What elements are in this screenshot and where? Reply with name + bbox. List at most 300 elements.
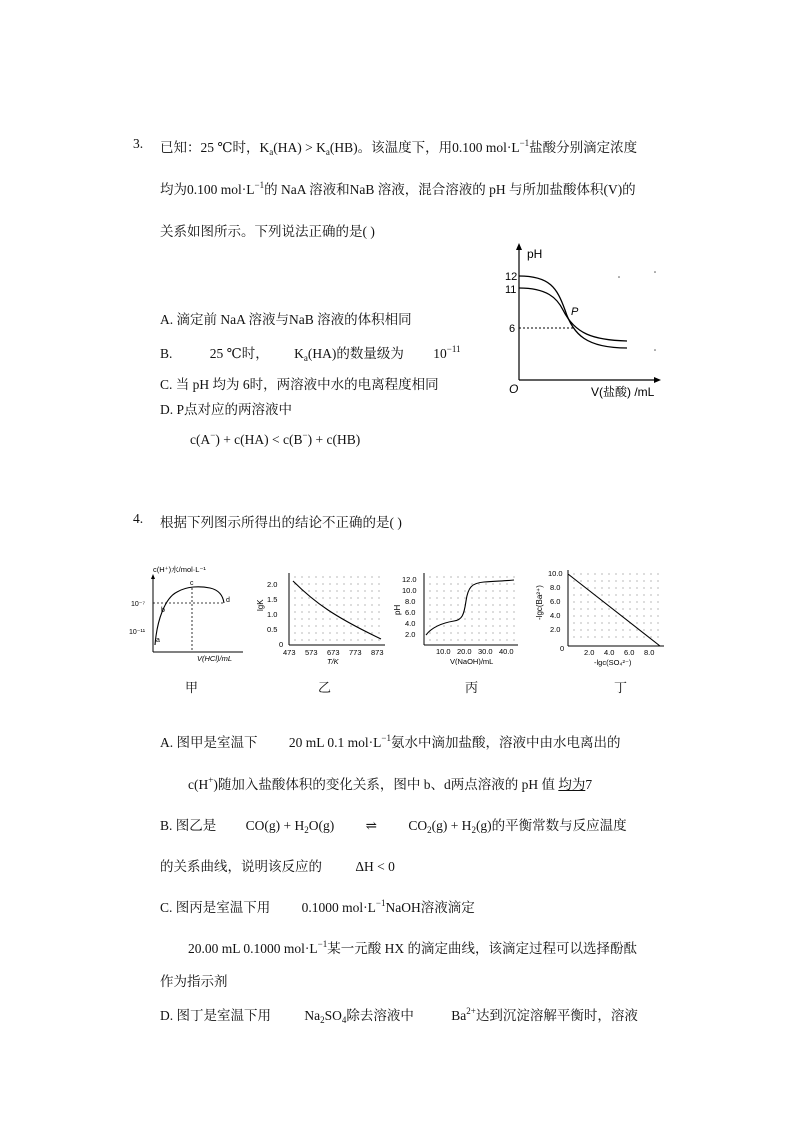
grid-dot	[429, 604, 430, 605]
grid-dot	[587, 608, 588, 609]
grid-dot	[587, 615, 588, 616]
grid-dot	[478, 625, 479, 626]
grid-dot	[294, 618, 295, 619]
grid-dot	[594, 622, 595, 623]
grid-dot	[429, 625, 430, 626]
grid-dot	[308, 590, 309, 591]
grid-dot	[322, 625, 323, 626]
grid-dot	[513, 597, 514, 598]
grid-dot	[622, 601, 623, 602]
grid-dot	[594, 636, 595, 637]
grid-dot	[350, 618, 351, 619]
grid-dot	[357, 632, 358, 633]
grid-dot	[308, 597, 309, 598]
grid-dot	[308, 639, 309, 640]
grid-dot	[608, 615, 609, 616]
grid-dot	[457, 583, 458, 584]
grid-dot	[492, 611, 493, 612]
grid-dot	[587, 594, 588, 595]
grid-dot	[492, 583, 493, 584]
grid-dot	[629, 629, 630, 630]
grid-dot	[429, 611, 430, 612]
grid-dot	[657, 573, 658, 574]
grid-dot	[594, 587, 595, 588]
grid-dot	[573, 580, 574, 581]
grid-dot	[378, 590, 379, 591]
grid-dot	[573, 608, 574, 609]
grid-dot	[506, 632, 507, 633]
grid-dot	[308, 583, 309, 584]
grid-dot	[464, 611, 465, 612]
grid-dot	[429, 618, 430, 619]
q3-ph-graph	[495, 240, 665, 405]
grid-dot	[450, 597, 451, 598]
fig-yi	[255, 565, 390, 665]
grid-dot	[443, 632, 444, 633]
grid-dot	[357, 590, 358, 591]
grid-dot	[506, 625, 507, 626]
grid-dot	[336, 618, 337, 619]
fig-jia	[125, 560, 255, 665]
fig-bing	[392, 565, 527, 665]
grid-dot	[315, 625, 316, 626]
grid-dot	[371, 590, 372, 591]
grid-dot	[443, 625, 444, 626]
grid-dot	[580, 573, 581, 574]
grid-dot	[608, 622, 609, 623]
svg-text:0: 0	[279, 640, 284, 649]
grid-dot	[308, 576, 309, 577]
grid-dot	[643, 594, 644, 595]
fig-jia-caption: 甲	[185, 680, 199, 695]
grid-dot	[657, 615, 658, 616]
svg-text:d: d	[226, 597, 230, 604]
grid-dot	[350, 590, 351, 591]
grid-dot	[506, 583, 507, 584]
grid-dot	[301, 632, 302, 633]
grid-dot	[357, 597, 358, 598]
grid-dot	[450, 618, 451, 619]
y-axis-arrow	[516, 243, 522, 250]
grid-dot	[657, 629, 658, 630]
grid-dot	[499, 576, 500, 577]
grid-dot	[594, 615, 595, 616]
grid-dot	[580, 636, 581, 637]
q3-option-a: A. 滴定前 NaA 溶液与NaB 溶液的体积相同	[160, 312, 412, 327]
grid-dot	[322, 604, 323, 605]
svg-text:0.5: 0.5	[267, 625, 278, 634]
grid-dot	[315, 632, 316, 633]
svg-text:0: 0	[560, 644, 565, 653]
grid-dot	[371, 639, 372, 640]
grid-dot	[478, 618, 479, 619]
grid-dot	[464, 597, 465, 598]
grid-dot	[294, 639, 295, 640]
q3-line3: 关系如图所示。下列说法正确的是( )	[160, 224, 375, 239]
grid-dot	[506, 604, 507, 605]
svg-text:6.0: 6.0	[550, 597, 561, 606]
q4-stem: 根据下列图示所得出的结论不正确的是( )	[160, 515, 402, 530]
grid-dot	[294, 611, 295, 612]
grid-dot	[499, 618, 500, 619]
grid-dot	[471, 583, 472, 584]
svg-text:10.0: 10.0	[436, 647, 451, 656]
grid-dot	[580, 608, 581, 609]
grid-dot	[343, 576, 344, 577]
grid-dot	[371, 597, 372, 598]
grid-dot	[450, 604, 451, 605]
grid-dot	[485, 611, 486, 612]
grid-dot	[371, 632, 372, 633]
svg-text:2.0: 2.0	[584, 648, 595, 657]
grid-dot	[301, 597, 302, 598]
grid-dot	[357, 625, 358, 626]
grid-dot	[329, 597, 330, 598]
fig-yi-curve	[293, 581, 381, 639]
grid-dots	[573, 573, 658, 637]
grid-dot	[492, 618, 493, 619]
grid-dot	[371, 583, 372, 584]
grid-dot	[601, 629, 602, 630]
grid-dot	[443, 639, 444, 640]
grid-dot	[513, 632, 514, 633]
grid-dot	[629, 636, 630, 637]
grid-dot	[464, 632, 465, 633]
grid-dot	[436, 597, 437, 598]
svg-text:4.0: 4.0	[604, 648, 615, 657]
speck	[654, 271, 656, 273]
grid-dot	[378, 604, 379, 605]
grid-dot	[436, 618, 437, 619]
grid-dot	[506, 639, 507, 640]
grid-dot	[615, 615, 616, 616]
grid-dot	[587, 587, 588, 588]
q3-option-b: B. 25 ℃时， $K_a(HA)$的数量级为 $10^{-11}$	[160, 344, 461, 363]
svg-text:10.0: 10.0	[548, 569, 563, 578]
tick-12: 12	[505, 271, 518, 283]
grid-dot	[629, 573, 630, 574]
grid-dot	[478, 611, 479, 612]
grid-dot	[513, 618, 514, 619]
grid-dot	[492, 639, 493, 640]
grid-dot	[336, 583, 337, 584]
svg-text:4.0: 4.0	[550, 611, 561, 620]
grid-dot	[657, 587, 658, 588]
grid-dot	[301, 604, 302, 605]
grid-dot	[315, 618, 316, 619]
grid-dot	[580, 622, 581, 623]
svg-text:473: 473	[283, 648, 296, 657]
fig-yi-caption: 乙	[318, 680, 332, 695]
grid-dot	[485, 590, 486, 591]
svg-text:8.0: 8.0	[550, 583, 561, 592]
grid-dot	[636, 615, 637, 616]
grid-dot	[308, 618, 309, 619]
grid-dot	[322, 611, 323, 612]
svg-text:c: c	[190, 580, 194, 587]
grid-dot	[371, 618, 372, 619]
grid-dot	[478, 604, 479, 605]
grid-dot	[615, 573, 616, 574]
q3-number: 3.	[133, 136, 144, 151]
grid-dot	[294, 590, 295, 591]
grid-dot	[329, 618, 330, 619]
grid-dot	[601, 580, 602, 581]
grid-dot	[615, 629, 616, 630]
grid-dot	[364, 618, 365, 619]
grid-dot	[450, 639, 451, 640]
grid-dot	[429, 590, 430, 591]
grid-dot	[643, 580, 644, 581]
svg-text:6.0: 6.0	[405, 608, 416, 617]
grid-dot	[615, 587, 616, 588]
grid-dot	[322, 632, 323, 633]
grid-dot	[657, 580, 658, 581]
grid-dot	[371, 576, 372, 577]
grid-dot	[573, 622, 574, 623]
grid-dot	[608, 594, 609, 595]
grid-dot	[350, 639, 351, 640]
grid-dot	[357, 583, 358, 584]
grid-dot	[436, 583, 437, 584]
grid-dot	[650, 594, 651, 595]
grid-dot	[329, 590, 330, 591]
grid-dot	[464, 590, 465, 591]
grid-dot	[506, 576, 507, 577]
grid-dot	[471, 576, 472, 577]
grid-dot	[573, 636, 574, 637]
grid-dot	[594, 608, 595, 609]
svg-text:1.0: 1.0	[267, 610, 278, 619]
grid-dot	[364, 611, 365, 612]
q4-option-d: D. 图丁是室温下用 $Na_2SO_4$除去溶液中 $Ba^{2+}$达到沉淀溶解平衡时，溶液	[160, 1006, 638, 1025]
grid-dot	[450, 611, 451, 612]
grid-dot	[436, 611, 437, 612]
svg-text:773: 773	[349, 648, 362, 657]
grid-dot	[357, 611, 358, 612]
grid-dot	[471, 632, 472, 633]
grid-dot	[594, 580, 595, 581]
grid-dot	[485, 632, 486, 633]
grid-dot	[308, 611, 309, 612]
grid-dot	[429, 639, 430, 640]
grid-dot	[492, 625, 493, 626]
grid-dot	[643, 622, 644, 623]
grid-dot	[457, 576, 458, 577]
grid-dot	[343, 611, 344, 612]
svg-text:2.0: 2.0	[550, 625, 561, 634]
grid-dot	[492, 604, 493, 605]
grid-dot	[650, 580, 651, 581]
grid-dot	[457, 611, 458, 612]
grid-dot	[650, 573, 651, 574]
tick-11: 11	[505, 284, 517, 296]
grid-dot	[492, 632, 493, 633]
grid-dot	[643, 573, 644, 574]
grid-dot	[322, 576, 323, 577]
fig-ding-caption: 丁	[614, 680, 628, 695]
x-axis-arrow	[654, 377, 661, 383]
grid-dot	[294, 597, 295, 598]
grid-dot	[343, 632, 344, 633]
grid-dot	[636, 601, 637, 602]
grid-dot	[443, 576, 444, 577]
grid-dot	[506, 597, 507, 598]
q4-option-b: B. 图乙是 $CO(g) + H_2O(g)$ ⇌ $CO_2(g) + H_2(g)$的平衡常数与反应温度	[160, 818, 627, 835]
grid-dot	[443, 590, 444, 591]
grid-dot	[471, 597, 472, 598]
grid-dot	[357, 604, 358, 605]
grid-dot	[429, 576, 430, 577]
grid-dot	[587, 622, 588, 623]
q3-option-d: D. P点对应的两溶液中	[160, 402, 293, 417]
grid-dot	[457, 590, 458, 591]
grid-dot	[485, 618, 486, 619]
grid-dot	[336, 590, 337, 591]
grid-dot	[499, 639, 500, 640]
grid-dot	[513, 611, 514, 612]
grid-dot	[364, 639, 365, 640]
grid-dot	[478, 583, 479, 584]
grid-dot	[343, 597, 344, 598]
grid-dot	[315, 639, 316, 640]
point-p-label: P	[571, 306, 579, 318]
grid-dot	[615, 608, 616, 609]
grid-dot	[315, 583, 316, 584]
grid-dot	[492, 590, 493, 591]
grid-dot	[573, 573, 574, 574]
grid-dot	[499, 611, 500, 612]
grid-dot	[301, 625, 302, 626]
fig-jia-curve	[155, 587, 224, 645]
grid-dot	[450, 625, 451, 626]
grid-dot	[506, 590, 507, 591]
grid-dot	[643, 629, 644, 630]
svg-text:30.0: 30.0	[478, 647, 493, 656]
grid-dot	[301, 618, 302, 619]
grid-dot	[608, 608, 609, 609]
grid-dot	[513, 625, 514, 626]
grid-dot	[450, 576, 451, 577]
grid-dot	[492, 576, 493, 577]
grid-dot	[471, 639, 472, 640]
grid-dot	[294, 576, 295, 577]
grid-dot	[457, 639, 458, 640]
grid-dot	[315, 597, 316, 598]
q4-option-c-line3: 作为指示剂	[160, 974, 228, 989]
grid-dot	[371, 611, 372, 612]
grid-dot	[615, 636, 616, 637]
x-axis-label: V(盐酸) /mL	[591, 385, 655, 399]
grid-dot	[615, 594, 616, 595]
svg-text:8.0: 8.0	[405, 597, 416, 606]
grid-dot	[308, 625, 309, 626]
grid-dot	[594, 573, 595, 574]
grid-dot	[622, 629, 623, 630]
grid-dot	[364, 625, 365, 626]
grid-dot	[601, 636, 602, 637]
grid-dot	[629, 594, 630, 595]
grid-dot	[471, 618, 472, 619]
grid-dot	[329, 625, 330, 626]
grid-dot	[329, 604, 330, 605]
grid-dot	[457, 597, 458, 598]
speck	[618, 276, 620, 278]
grid-dot	[378, 632, 379, 633]
grid-dot	[315, 590, 316, 591]
grid-dot	[336, 625, 337, 626]
grid-dot	[364, 597, 365, 598]
grid-dot	[350, 597, 351, 598]
grid-dot	[580, 594, 581, 595]
grid-dot	[350, 576, 351, 577]
grid-dot	[429, 632, 430, 633]
grid-dot	[336, 604, 337, 605]
grid-dot	[513, 576, 514, 577]
grid-dot	[629, 601, 630, 602]
grid-dot	[436, 632, 437, 633]
svg-text:573: 573	[305, 648, 318, 657]
svg-text:12.0: 12.0	[402, 575, 417, 584]
tick-1e-7: 10⁻⁷	[131, 601, 146, 608]
grid-dot	[378, 625, 379, 626]
q4-option-c: C. 图丙是室温下用 0.1000 $mol\cdot L^{-1}NaOH$溶液滴定	[160, 898, 475, 915]
grid-dot	[436, 590, 437, 591]
grid-dot	[636, 587, 637, 588]
grid-dot	[450, 632, 451, 633]
q4-option-c-line2: 20.00 mL 0.1000 $mol\cdot L^{-1}$某一元酸 HX 的滴定曲线，该滴定过程可以选择酚酞	[188, 939, 637, 956]
grid-dot	[464, 639, 465, 640]
svg-text:1.5: 1.5	[267, 595, 278, 604]
grid-dot	[315, 611, 316, 612]
fig-jia-ylabel: c(H⁺)水/mol·L⁻¹	[153, 565, 206, 574]
grid-dot	[580, 629, 581, 630]
grid-dot	[464, 618, 465, 619]
grid-dot	[436, 576, 437, 577]
grid-dot	[329, 632, 330, 633]
grid-dot	[322, 597, 323, 598]
grid-dot	[622, 608, 623, 609]
grid-dot	[573, 601, 574, 602]
grid-dot	[443, 583, 444, 584]
grid-dot	[378, 611, 379, 612]
grid-dot	[650, 629, 651, 630]
grid-dot	[329, 639, 330, 640]
grid-dot	[629, 608, 630, 609]
grid-dot	[443, 597, 444, 598]
grid-dot	[485, 583, 486, 584]
grid-dot	[364, 632, 365, 633]
grid-dot	[587, 601, 588, 602]
grid-dot	[336, 639, 337, 640]
grid-dot	[580, 601, 581, 602]
grid-dot	[587, 636, 588, 637]
grid-dot	[657, 636, 658, 637]
grid-dot	[329, 583, 330, 584]
grid-dot	[357, 576, 358, 577]
grid-dot	[485, 604, 486, 605]
grid-dot	[643, 636, 644, 637]
grid-dot	[350, 583, 351, 584]
grid-dot	[336, 632, 337, 633]
grid-dot	[357, 639, 358, 640]
grid-dot	[615, 601, 616, 602]
grid-dot	[322, 618, 323, 619]
grid-dot	[301, 583, 302, 584]
grid-dot	[436, 639, 437, 640]
grid-dot	[308, 604, 309, 605]
grid-dot	[315, 604, 316, 605]
